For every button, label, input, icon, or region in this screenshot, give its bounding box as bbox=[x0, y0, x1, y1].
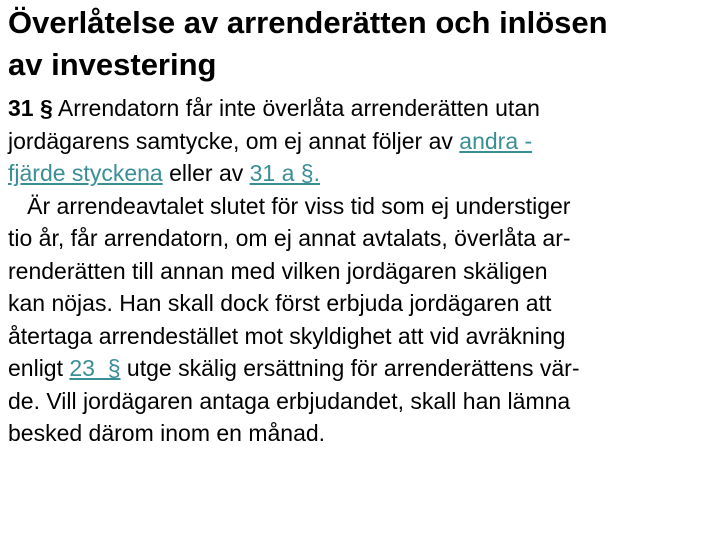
title-line-1: Överlåtelse av arrenderätten och inlösen bbox=[8, 5, 608, 40]
paragraph-2-line-5: återtaga arrendestället mot skyldighet att vid avräkning bbox=[8, 322, 566, 349]
paragraph-2-line-6-post: utge skälig ersättning för arrenderättens vär- bbox=[120, 355, 580, 381]
slide-body bbox=[8, 92, 714, 450]
paragraph-2-line-1: Är arrendeavtalet slutet för viss tid som ej understiger bbox=[8, 192, 571, 219]
link-andra-fjarde-styckena-part-2[interactable]: fjärde styckena bbox=[8, 160, 163, 186]
section-number: 31 § bbox=[8, 95, 53, 121]
slide-title bbox=[8, 2, 714, 86]
paragraph-2-line-7: de. Vill jordägaren antaga erbjudandet, skall han lämna bbox=[8, 387, 571, 414]
paragraph-2-line-6 bbox=[8, 352, 714, 385]
link-31a-paragraph[interactable]: 31 a §. bbox=[249, 160, 320, 186]
paragraph-2-line-3: renderätten till annan med vilken jordägaren skäligen bbox=[8, 257, 548, 284]
paragraph-2-line-2: tio år, får arrendatorn, om ej annat avtalats, överlåta ar- bbox=[8, 225, 571, 251]
paragraph-1-text-c: eller av bbox=[162, 160, 250, 186]
paragraph-2-line-8: besked därom inom en månad. bbox=[8, 420, 326, 446]
link-andra-fjarde-styckena-part-1[interactable]: andra - bbox=[459, 127, 533, 154]
paragraph-1-line-1 bbox=[8, 92, 714, 125]
title-line-2: av investering bbox=[8, 47, 217, 82]
paragraph-2-line-4: kan nöjas. Han skall dock först erbjuda jordägaren att bbox=[8, 290, 552, 316]
slide-content bbox=[8, 2, 714, 450]
paragraph-1-line-3 bbox=[8, 157, 714, 190]
paragraph-2-line-6-pre: enligt bbox=[8, 355, 70, 381]
link-23-paragraph[interactable]: 23 § bbox=[69, 355, 121, 381]
paragraph-1-text-a: Arrendatorn får inte överlåta arrenderätten utan bbox=[52, 95, 540, 121]
paragraph-1-text-b: jordägarens samtycke, om ej annat följer av bbox=[8, 127, 460, 154]
paragraph-1-line-2 bbox=[8, 125, 714, 158]
